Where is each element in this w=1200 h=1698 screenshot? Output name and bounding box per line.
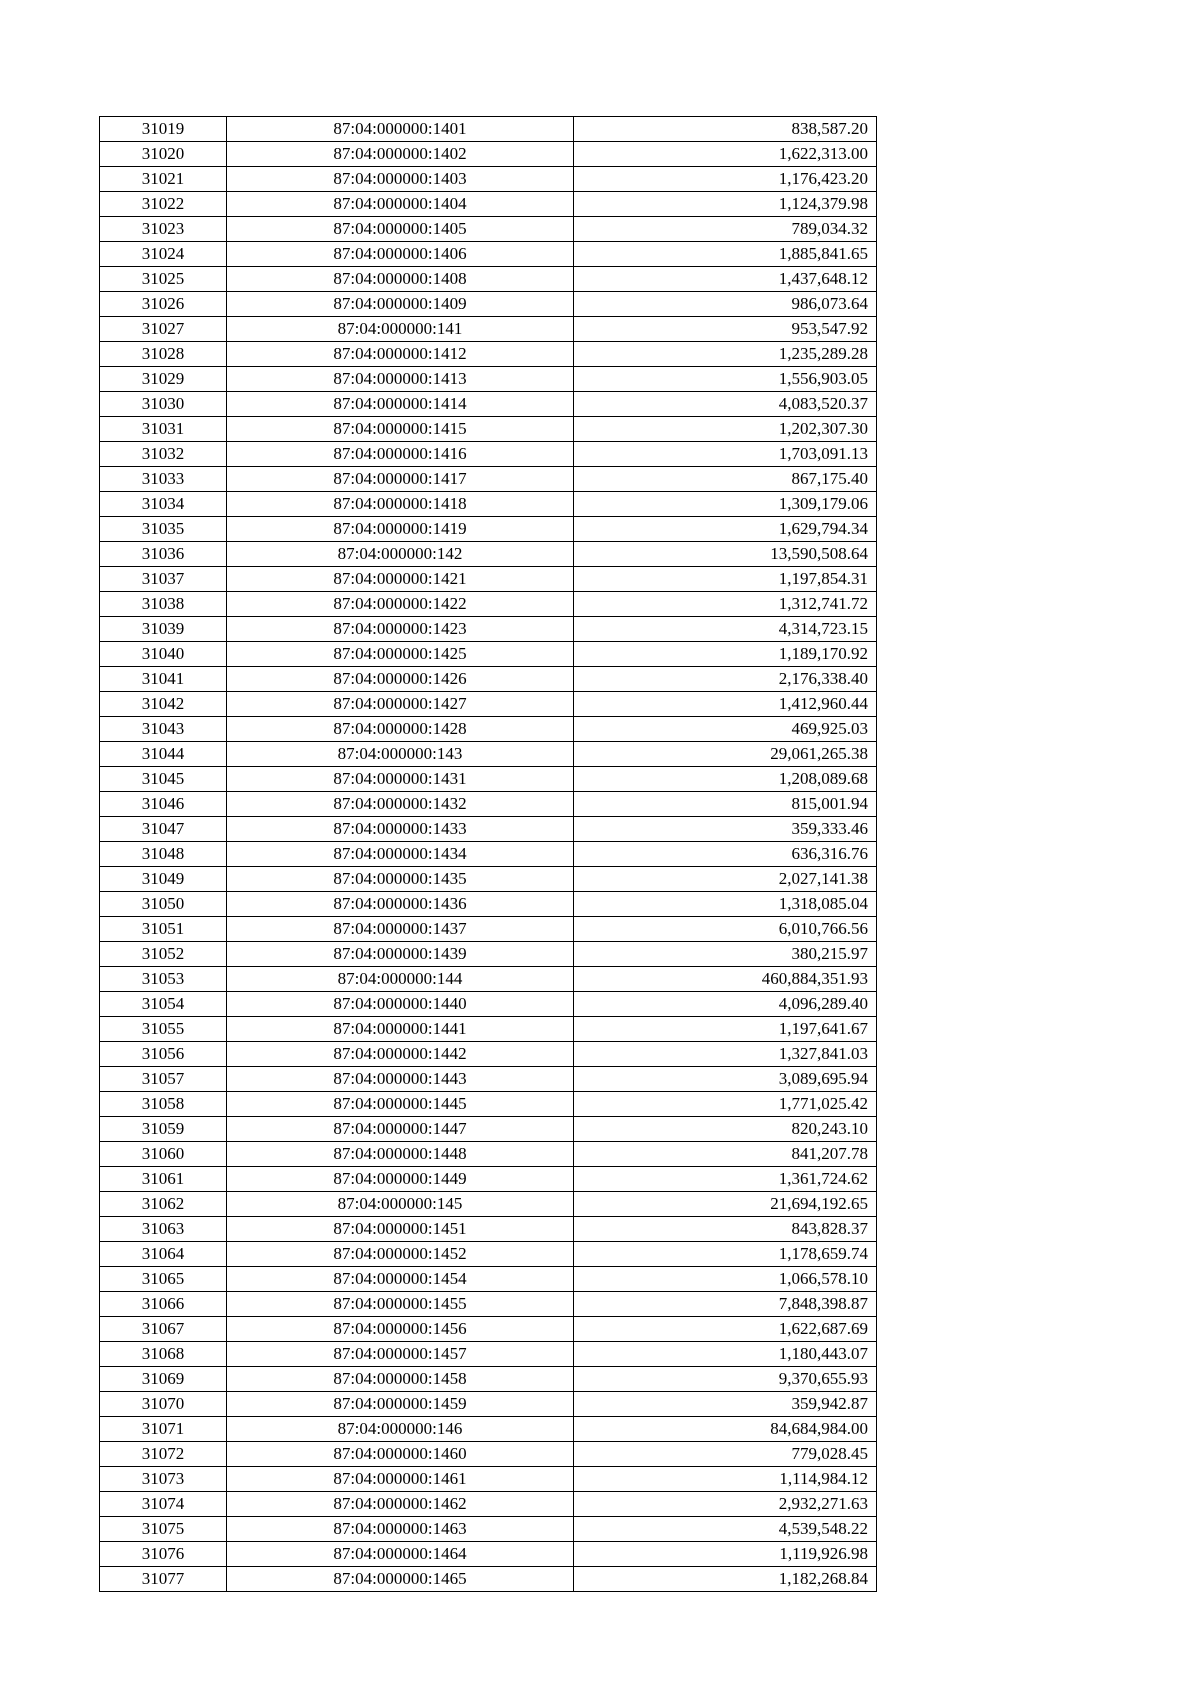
- value-cell: 2,176,338.40: [574, 667, 877, 692]
- table-row: [100, 1292, 877, 1317]
- cadastral-number-cell: 87:04:000000:1419: [227, 517, 574, 542]
- cadastral-number-cell: 87:04:000000:1434: [227, 842, 574, 867]
- data-table-body: [100, 117, 877, 1592]
- value-cell: 1,622,313.00: [574, 142, 877, 167]
- row-number-cell: 31067: [100, 1317, 227, 1342]
- row-number-cell: 31046: [100, 792, 227, 817]
- row-number-cell: 31060: [100, 1142, 227, 1167]
- table-row: [100, 592, 877, 617]
- table-row: [100, 142, 877, 167]
- table-row: [100, 942, 877, 967]
- cadastral-number-cell: 87:04:000000:144: [227, 967, 574, 992]
- value-cell: 29,061,265.38: [574, 742, 877, 767]
- value-cell: 953,547.92: [574, 317, 877, 342]
- value-cell: 779,028.45: [574, 1442, 877, 1467]
- value-cell: 13,590,508.64: [574, 542, 877, 567]
- row-number-cell: 31056: [100, 1042, 227, 1067]
- cadastral-number-cell: 87:04:000000:1402: [227, 142, 574, 167]
- cadastral-number-cell: 87:04:000000:1404: [227, 192, 574, 217]
- cadastral-number-cell: 87:04:000000:1440: [227, 992, 574, 1017]
- cadastral-number-cell: 87:04:000000:1431: [227, 767, 574, 792]
- table-row: [100, 767, 877, 792]
- value-cell: 1,327,841.03: [574, 1042, 877, 1067]
- table-row: [100, 1542, 877, 1567]
- table-row: [100, 517, 877, 542]
- value-cell: 1,629,794.34: [574, 517, 877, 542]
- value-cell: 84,684,984.00: [574, 1417, 877, 1442]
- row-number-cell: 31029: [100, 367, 227, 392]
- table-row: [100, 492, 877, 517]
- table-row: [100, 1117, 877, 1142]
- cadastral-number-cell: 87:04:000000:1448: [227, 1142, 574, 1167]
- table-row: [100, 317, 877, 342]
- table-row: [100, 1142, 877, 1167]
- row-number-cell: 31039: [100, 617, 227, 642]
- table-row: [100, 1492, 877, 1517]
- row-number-cell: 31053: [100, 967, 227, 992]
- table-row: [100, 967, 877, 992]
- cadastral-number-cell: 87:04:000000:1418: [227, 492, 574, 517]
- cadastral-number-cell: 87:04:000000:1441: [227, 1017, 574, 1042]
- value-cell: 1,703,091.13: [574, 442, 877, 467]
- row-number-cell: 31034: [100, 492, 227, 517]
- cadastral-number-cell: 87:04:000000:1426: [227, 667, 574, 692]
- table-row: [100, 1217, 877, 1242]
- table-row: [100, 267, 877, 292]
- value-cell: 1,318,085.04: [574, 892, 877, 917]
- row-number-cell: 31076: [100, 1542, 227, 1567]
- value-cell: 820,243.10: [574, 1117, 877, 1142]
- table-row: [100, 1267, 877, 1292]
- table-row: [100, 1092, 877, 1117]
- cadastral-number-cell: 87:04:000000:1403: [227, 167, 574, 192]
- cadastral-number-cell: 87:04:000000:1454: [227, 1267, 574, 1292]
- value-cell: 4,083,520.37: [574, 392, 877, 417]
- row-number-cell: 31050: [100, 892, 227, 917]
- cadastral-number-cell: 87:04:000000:1417: [227, 467, 574, 492]
- value-cell: 2,932,271.63: [574, 1492, 877, 1517]
- cadastral-number-cell: 87:04:000000:1439: [227, 942, 574, 967]
- row-number-cell: 31075: [100, 1517, 227, 1542]
- table-row: [100, 617, 877, 642]
- value-cell: 1,197,854.31: [574, 567, 877, 592]
- table-row: [100, 442, 877, 467]
- value-cell: 1,235,289.28: [574, 342, 877, 367]
- table-row: [100, 667, 877, 692]
- value-cell: 1,114,984.12: [574, 1467, 877, 1492]
- value-cell: 6,010,766.56: [574, 917, 877, 942]
- row-number-cell: 31038: [100, 592, 227, 617]
- row-number-cell: 31045: [100, 767, 227, 792]
- value-cell: 9,370,655.93: [574, 1367, 877, 1392]
- value-cell: 380,215.97: [574, 942, 877, 967]
- table-row: [100, 242, 877, 267]
- table-row: [100, 1017, 877, 1042]
- cadastral-number-cell: 87:04:000000:1421: [227, 567, 574, 592]
- table-row: [100, 192, 877, 217]
- value-cell: 1,182,268.84: [574, 1567, 877, 1592]
- cadastral-number-cell: 87:04:000000:1409: [227, 292, 574, 317]
- cadastral-number-cell: 87:04:000000:1432: [227, 792, 574, 817]
- cadastral-number-cell: 87:04:000000:1465: [227, 1567, 574, 1592]
- row-number-cell: 31065: [100, 1267, 227, 1292]
- row-number-cell: 31074: [100, 1492, 227, 1517]
- row-number-cell: 31068: [100, 1342, 227, 1367]
- value-cell: 460,884,351.93: [574, 967, 877, 992]
- table-row: [100, 342, 877, 367]
- table-row: [100, 1167, 877, 1192]
- value-cell: 2,027,141.38: [574, 867, 877, 892]
- cadastral-number-cell: 87:04:000000:1457: [227, 1342, 574, 1367]
- cadastral-number-cell: 87:04:000000:1464: [227, 1542, 574, 1567]
- row-number-cell: 31058: [100, 1092, 227, 1117]
- cadastral-number-cell: 87:04:000000:1462: [227, 1492, 574, 1517]
- table-row: [100, 917, 877, 942]
- value-cell: 1,119,926.98: [574, 1542, 877, 1567]
- row-number-cell: 31028: [100, 342, 227, 367]
- cadastral-number-cell: 87:04:000000:1413: [227, 367, 574, 392]
- row-number-cell: 31072: [100, 1442, 227, 1467]
- value-cell: 1,361,724.62: [574, 1167, 877, 1192]
- row-number-cell: 31042: [100, 692, 227, 717]
- cadastral-number-cell: 87:04:000000:1449: [227, 1167, 574, 1192]
- value-cell: 789,034.32: [574, 217, 877, 242]
- value-cell: 1,437,648.12: [574, 267, 877, 292]
- cadastral-number-cell: 87:04:000000:1408: [227, 267, 574, 292]
- cadastral-number-cell: 87:04:000000:1423: [227, 617, 574, 642]
- value-cell: 1,412,960.44: [574, 692, 877, 717]
- value-cell: 815,001.94: [574, 792, 877, 817]
- value-cell: 1,622,687.69: [574, 1317, 877, 1342]
- row-number-cell: 31032: [100, 442, 227, 467]
- value-cell: 4,314,723.15: [574, 617, 877, 642]
- value-cell: 7,848,398.87: [574, 1292, 877, 1317]
- cadastral-number-cell: 87:04:000000:1443: [227, 1067, 574, 1092]
- row-number-cell: 31021: [100, 167, 227, 192]
- row-number-cell: 31040: [100, 642, 227, 667]
- row-number-cell: 31031: [100, 417, 227, 442]
- value-cell: 3,089,695.94: [574, 1067, 877, 1092]
- row-number-cell: 31073: [100, 1467, 227, 1492]
- table-row: [100, 292, 877, 317]
- row-number-cell: 31036: [100, 542, 227, 567]
- table-row: [100, 1442, 877, 1467]
- table-row: [100, 1042, 877, 1067]
- row-number-cell: 31041: [100, 667, 227, 692]
- cadastral-number-cell: 87:04:000000:1461: [227, 1467, 574, 1492]
- cadastral-number-cell: 87:04:000000:1422: [227, 592, 574, 617]
- value-cell: 843,828.37: [574, 1217, 877, 1242]
- cadastral-number-cell: 87:04:000000:1427: [227, 692, 574, 717]
- table-row: [100, 1392, 877, 1417]
- cadastral-number-cell: 87:04:000000:1433: [227, 817, 574, 842]
- row-number-cell: 31048: [100, 842, 227, 867]
- row-number-cell: 31026: [100, 292, 227, 317]
- value-cell: 4,096,289.40: [574, 992, 877, 1017]
- table-row: [100, 642, 877, 667]
- table-row: [100, 417, 877, 442]
- table-row: [100, 1367, 877, 1392]
- value-cell: 4,539,548.22: [574, 1517, 877, 1542]
- row-number-cell: 31071: [100, 1417, 227, 1442]
- row-number-cell: 31055: [100, 1017, 227, 1042]
- cadastral-number-cell: 87:04:000000:1415: [227, 417, 574, 442]
- cadastral-number-cell: 87:04:000000:1414: [227, 392, 574, 417]
- row-number-cell: 31044: [100, 742, 227, 767]
- value-cell: 1,180,443.07: [574, 1342, 877, 1367]
- row-number-cell: 31025: [100, 267, 227, 292]
- table-row: [100, 117, 877, 142]
- cadastral-number-cell: 87:04:000000:1455: [227, 1292, 574, 1317]
- table-row: [100, 692, 877, 717]
- row-number-cell: 31047: [100, 817, 227, 842]
- cadastral-number-cell: 87:04:000000:142: [227, 542, 574, 567]
- value-cell: 986,073.64: [574, 292, 877, 317]
- value-cell: 1,176,423.20: [574, 167, 877, 192]
- cadastral-number-cell: 87:04:000000:1412: [227, 342, 574, 367]
- cadastral-number-cell: 87:04:000000:1442: [227, 1042, 574, 1067]
- value-cell: 1,066,578.10: [574, 1267, 877, 1292]
- row-number-cell: 31059: [100, 1117, 227, 1142]
- cadastral-number-cell: 87:04:000000:1437: [227, 917, 574, 942]
- cadastral-number-cell: 87:04:000000:1405: [227, 217, 574, 242]
- cadastral-number-cell: 87:04:000000:1447: [227, 1117, 574, 1142]
- cadastral-number-cell: 87:04:000000:1416: [227, 442, 574, 467]
- value-cell: 1,202,307.30: [574, 417, 877, 442]
- value-cell: 1,178,659.74: [574, 1242, 877, 1267]
- table-row: [100, 867, 877, 892]
- table-row: [100, 1467, 877, 1492]
- value-cell: 1,197,641.67: [574, 1017, 877, 1042]
- table-row: [100, 792, 877, 817]
- row-number-cell: 31030: [100, 392, 227, 417]
- row-number-cell: 31066: [100, 1292, 227, 1317]
- row-number-cell: 31064: [100, 1242, 227, 1267]
- cadastral-number-cell: 87:04:000000:1406: [227, 242, 574, 267]
- value-cell: 469,925.03: [574, 717, 877, 742]
- row-number-cell: 31070: [100, 1392, 227, 1417]
- cadastral-number-cell: 87:04:000000:141: [227, 317, 574, 342]
- value-cell: 1,312,741.72: [574, 592, 877, 617]
- cadastral-number-cell: 87:04:000000:145: [227, 1192, 574, 1217]
- value-cell: 838,587.20: [574, 117, 877, 142]
- table-row: [100, 892, 877, 917]
- row-number-cell: 31019: [100, 117, 227, 142]
- row-number-cell: 31051: [100, 917, 227, 942]
- row-number-cell: 31035: [100, 517, 227, 542]
- row-number-cell: 31033: [100, 467, 227, 492]
- row-number-cell: 31043: [100, 717, 227, 742]
- table-row: [100, 467, 877, 492]
- row-number-cell: 31037: [100, 567, 227, 592]
- row-number-cell: 31057: [100, 1067, 227, 1092]
- cadastral-number-cell: 87:04:000000:1428: [227, 717, 574, 742]
- cadastral-number-cell: 87:04:000000:1425: [227, 642, 574, 667]
- cadastral-number-cell: 87:04:000000:1436: [227, 892, 574, 917]
- table-row: [100, 367, 877, 392]
- cadastral-number-cell: 87:04:000000:1458: [227, 1367, 574, 1392]
- row-number-cell: 31054: [100, 992, 227, 1017]
- table-row: [100, 1192, 877, 1217]
- table-row: [100, 1242, 877, 1267]
- table-row: [100, 742, 877, 767]
- table-row: [100, 1067, 877, 1092]
- data-table: [99, 116, 877, 1592]
- row-number-cell: 31052: [100, 942, 227, 967]
- cadastral-number-cell: 87:04:000000:1463: [227, 1517, 574, 1542]
- row-number-cell: 31061: [100, 1167, 227, 1192]
- value-cell: 1,885,841.65: [574, 242, 877, 267]
- table-row: [100, 1342, 877, 1367]
- row-number-cell: 31020: [100, 142, 227, 167]
- table-row: [100, 567, 877, 592]
- cadastral-number-cell: 87:04:000000:1459: [227, 1392, 574, 1417]
- row-number-cell: 31023: [100, 217, 227, 242]
- value-cell: 21,694,192.65: [574, 1192, 877, 1217]
- table-row: [100, 167, 877, 192]
- value-cell: 1,189,170.92: [574, 642, 877, 667]
- value-cell: 1,124,379.98: [574, 192, 877, 217]
- row-number-cell: 31049: [100, 867, 227, 892]
- cadastral-number-cell: 87:04:000000:1452: [227, 1242, 574, 1267]
- value-cell: 1,556,903.05: [574, 367, 877, 392]
- value-cell: 359,942.87: [574, 1392, 877, 1417]
- cadastral-number-cell: 87:04:000000:143: [227, 742, 574, 767]
- table-row: [100, 1517, 877, 1542]
- value-cell: 867,175.40: [574, 467, 877, 492]
- row-number-cell: 31022: [100, 192, 227, 217]
- value-cell: 1,771,025.42: [574, 1092, 877, 1117]
- cadastral-number-cell: 87:04:000000:1460: [227, 1442, 574, 1467]
- value-cell: 1,208,089.68: [574, 767, 877, 792]
- table-row: [100, 392, 877, 417]
- cadastral-number-cell: 87:04:000000:146: [227, 1417, 574, 1442]
- cadastral-number-cell: 87:04:000000:1401: [227, 117, 574, 142]
- table-row: [100, 717, 877, 742]
- row-number-cell: 31027: [100, 317, 227, 342]
- value-cell: 636,316.76: [574, 842, 877, 867]
- table-row: [100, 1567, 877, 1592]
- value-cell: 359,333.46: [574, 817, 877, 842]
- row-number-cell: 31069: [100, 1367, 227, 1392]
- cadastral-number-cell: 87:04:000000:1445: [227, 1092, 574, 1117]
- table-row: [100, 217, 877, 242]
- table-row: [100, 1317, 877, 1342]
- row-number-cell: 31062: [100, 1192, 227, 1217]
- value-cell: 1,309,179.06: [574, 492, 877, 517]
- cadastral-number-cell: 87:04:000000:1451: [227, 1217, 574, 1242]
- cadastral-number-cell: 87:04:000000:1456: [227, 1317, 574, 1342]
- table-row: [100, 542, 877, 567]
- table-row: [100, 1417, 877, 1442]
- cadastral-number-cell: 87:04:000000:1435: [227, 867, 574, 892]
- row-number-cell: 31024: [100, 242, 227, 267]
- value-cell: 841,207.78: [574, 1142, 877, 1167]
- row-number-cell: 31077: [100, 1567, 227, 1592]
- table-row: [100, 842, 877, 867]
- table-row: [100, 992, 877, 1017]
- table-row: [100, 817, 877, 842]
- row-number-cell: 31063: [100, 1217, 227, 1242]
